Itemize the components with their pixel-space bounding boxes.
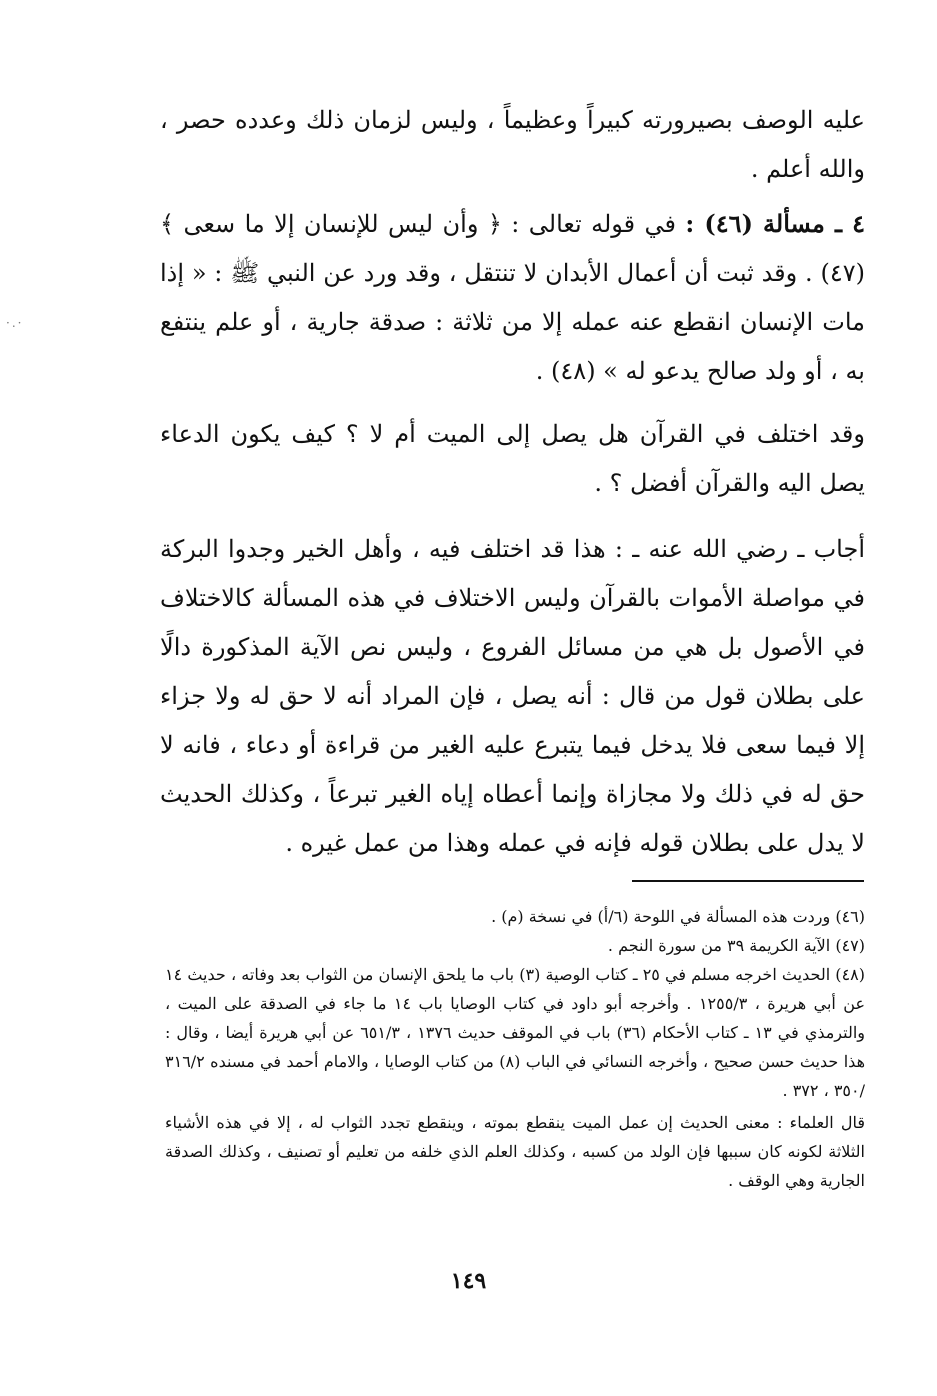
paragraph-text: عليه الوصف بصيرورته كبيراً وعظيماً ، وليس لزمان ذلك وعدده حصر ، والله أعلم . bbox=[160, 106, 865, 183]
paragraph-continuation bbox=[160, 96, 865, 194]
paragraph-answer bbox=[160, 525, 865, 868]
paragraph-question-4 bbox=[160, 199, 865, 396]
footnote-divider bbox=[632, 880, 864, 882]
footnotes bbox=[165, 902, 865, 1195]
paragraph-question bbox=[160, 410, 865, 508]
footnote-46: (٤٦) وردت هذه المسألة في اللوحة (٦/أ) في نسخة (م) . bbox=[491, 907, 865, 926]
paragraph-text: في قوله تعالى : ﴿ وأن ليس للإنسان إلا ما سعى ﴾ (٤٧) . وقد ثبت أن أعمال الأبدان لا تنتقل ، وقد ورد عن النبي ﷺ : « إذا مات الإنسان انقطع عنه عمله إلا من ثلاثة : صدقة جارية ، أو علم ينتفع به ، أو ولد صالح يدعو له » (٤٨) . bbox=[160, 210, 865, 385]
footnote-48: (٤٨) الحديث اخرجه مسلم في ٢٥ ـ كتاب الوصية (٣) باب ما يلحق الإنسان من الثواب بعد وفاته ، حديث ١٤ عن أبي هريرة ، ١٢٥٥/٣ . وأخرجه أبو داود في كتاب الوصايا باب ١٤ ما جاء في الصدقة على الميت ، والترمذي في ١٣ ـ كتاب الأحكام (٣٦) باب في الموقف حديث ١٣٧٦ ، ٦٥١/٣ عن أبي هريرة أيضا ، وقال : هذا حديث حسن صحيح ، وأخرجه النسائي في الباب (٨) من كتاب الوصايا ، والامام أحمد في مسنده ٣١٦/٢ /٣٥٠ ، ٣٧٢ . bbox=[165, 965, 866, 1100]
footnote-scholars-note: قال العلماء : معنى الحديث إن عمل الميت ينقطع بموته ، وينقطع تجدد الثواب له ، إلا في هذه الأشياء الثلاثة لكونه كان سببها فإن الولد من كسبه ، وكذلك العلم الذي خلفه من تعليم أو تصنيف ، وكذلك الصدقة الجارية وهي الوقف . bbox=[165, 1113, 865, 1190]
margin-mark: ·.· bbox=[6, 316, 24, 330]
page-number: ١٤٩ bbox=[450, 1268, 487, 1294]
paragraph-text: وقد اختلف في القرآن هل يصل إلى الميت أم لا ؟ كيف يكون الدعاء يصل اليه والقرآن أفضل ؟ . bbox=[160, 420, 865, 497]
question-heading: ٤ ـ مسألة (٤٦) : bbox=[685, 209, 865, 238]
footnote-47: (٤٧) الآية الكريمة ٣٩ من سورة النجم . bbox=[607, 936, 865, 955]
paragraph-text: أجاب ـ رضي الله عنه ـ : هذا قد اختلف فيه ، وأهل الخير وجدوا البركة في مواصلة الأموات بالقرآن وليس الاختلاف في هذه المسألة كالاختلاف في الأصول بل هي من مسائل الفروع ، وليس نص الآية المذكورة دالًا على بطلان قول من قال : أنه يصل ، فإن المراد أنه لا حق له ولا جزاء إلا فيما سعى فلا يدخل فيما يتبرع عليه الغير من قراءة أو دعاء ، فانه لا حق له في ذلك ولا مجازاة وإنما أعطاه إياه الغير تبرعاً ، وكذلك الحديث لا يدل على بطلان قوله فإنه في عمله وهذا من عمل غيره . bbox=[160, 535, 865, 857]
